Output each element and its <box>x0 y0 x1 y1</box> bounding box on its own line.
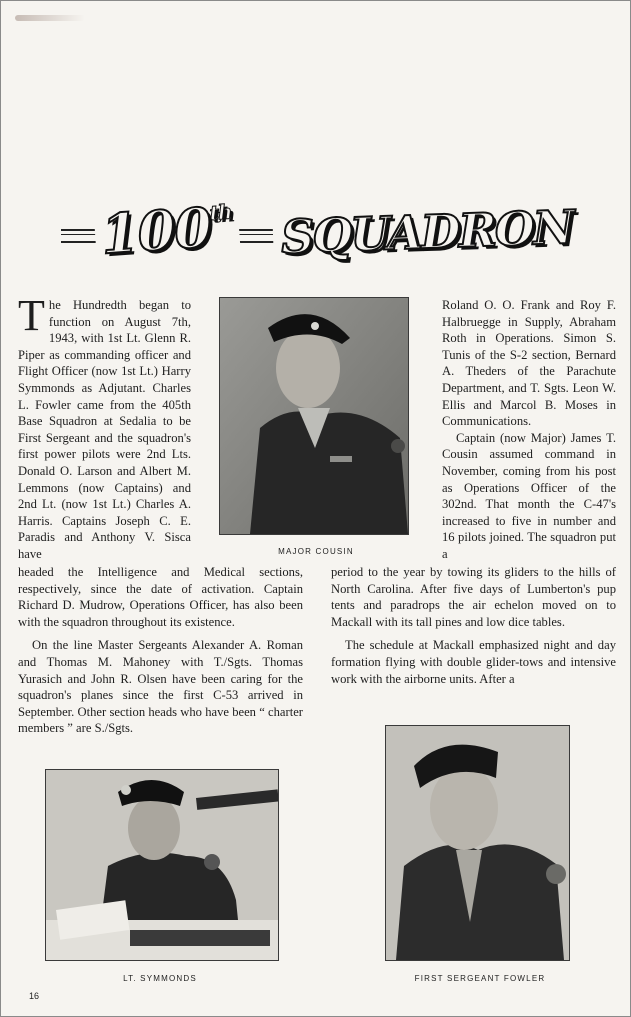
drop-cap: T <box>18 291 45 340</box>
article-column-1 <box>18 291 191 563</box>
photo-first-sergeant-fowler <box>385 725 570 961</box>
paper-smudge <box>15 15 85 21</box>
photo-lt-symmonds <box>45 769 279 961</box>
article-column-2 <box>442 297 616 563</box>
page-number: 16 <box>29 991 40 1001</box>
title-number: 100th <box>93 198 240 262</box>
title-word: SQUADRON <box>272 204 581 261</box>
article-column-2-wide <box>331 564 616 687</box>
title-banner <box>61 195 574 277</box>
title-suffix: th <box>208 199 233 225</box>
article-paragraph-2: On the line Master Sergeants Alexander A. Roman and Thomas M. Mahoney with T./Sgts. Thomas Yurasich and John R. Olsen have been caring for the squadron's planes since the first C-53 arrived in September. Other section heads who have been “ charter members ” are S./Sgts. <box>18 638 303 736</box>
article-paragraph-4: Captain (now Major) James T. Cousin assumed command in November, coming from his post as Operations Officer of the 302nd. That month the C-47's increased to five in number and 16 pilots joined. The squadron put a <box>442 430 616 561</box>
caption-first-sergeant-fowler: FIRST SERGEANT FOWLER <box>414 974 546 983</box>
caption-lt-symmonds: LT. SYMMONDS <box>123 974 197 983</box>
photo-major-cousin <box>219 297 409 535</box>
article-paragraph-1: The Hundredth began to function on August 7th, 1943, with 1st Lt. Glenn R. Piper as commanding officer and Flight Officer (now 1st Lt.) Harry Symmonds as Adjutant. Charles L. Fowler came from the 405th Base Squadron at Sedalia to be First Sergeant and the squadron's first power pilots were 2nd Lts. Donald O. Larson and Albert M. Lemmons (now Captains) and 2nd Lt. (now 1st Lt.) Charles A. Harris. Captains Joseph C. E. Paradis and Anthony V. Sisca have <box>18 291 191 561</box>
article-column-1-wide <box>18 564 303 737</box>
article-paragraph-1-continued: headed the Intelligence and Medical sections, respectively, since the date of activation. Captain Richard D. Mudrow, Operations Officer, has also been with the squadron throughout its existence. <box>18 565 303 629</box>
caption-major-cousin: MAJOR COUSIN <box>278 547 354 556</box>
article-paragraph-4-continued: period to the year by towing its gliders to the hills of North Carolina. After five days of Lumberton's pup tents and paradrops the air echelon moved on to Mackall with its tall pines and low dice tables. <box>331 565 616 629</box>
article-paragraph-5: The schedule at Mackall emphasized night and day formation flying with double glider-tows and intensive work with the airborne units. After a <box>331 638 616 686</box>
article-paragraph-3: Roland O. O. Frank and Roy F. Halbruegge in Supply, Abraham Roth in Operations. Simon S. Tunis of the S-2 section, Bernard A. Theders of the Parachute Department, and T. Sgts. Leon W. Ellis and Marcol B. Moses in Communications. <box>442 298 616 429</box>
